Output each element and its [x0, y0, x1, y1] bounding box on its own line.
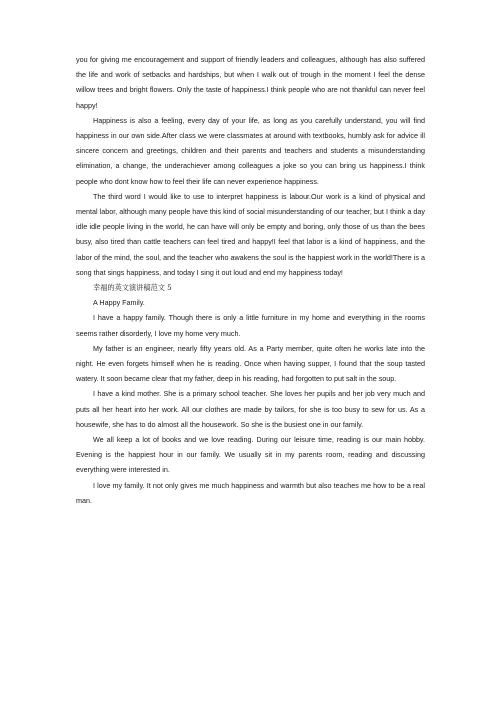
paragraph-thankful: you for giving me encouragement and support of friendly leaders and colleagues, although has also suffered the life and work of setbacks and hardships, but when I walk out of trough in the moment I feel the dense willow trees and bright flowers. Only the taste of happiness.I think people who are not thankful can never feel happy!	[76, 55, 425, 110]
section-heading: 幸福的英文演讲稿范文 5	[93, 283, 172, 293]
paragraph-happiness-labour: The third word I would like to use to interpret happiness is labour.Our work is a kind of physical and mental labor, although many people have this kind of social misunderstanding of our teacher, but I think a day idle idle people living in the world, he can have will only be empty and boring, only those of us than the bees busy, also tired than cattle teachers can feel tired and happy!I feel that labor is a kind of happiness, and the labor of the mind, the soul, and the teacher who awakens the soul is the happiest work in the world!There is a song that sings happiness, and today I sing it out loud and end my happiness today!	[76, 191, 425, 277]
paragraph-family-title: A Happy Family.	[93, 298, 145, 308]
paragraph-reading: We all keep a lot of books and we love reading. During our leisure time, reading is our main hobby. Evening is the happiest hour in our family. We usually sit in my parents room, reading and discussing everything were interested in.	[76, 435, 425, 475]
document-page	[76, 52, 425, 508]
paragraph-love-family: I love my family. It not only gives me much happiness and warmth but also teaches me how to be a real man.	[76, 480, 425, 505]
paragraph-happiness-feeling: Happiness is also a feeling, every day of your life, as long as you carefully understand, you will find happiness in our own side.After class we were classmates at around with textbooks, humbly ask for advice ill sincere concern and greetings, children and their parents and teachers and students a misunderstanding elimination, a change, the underachiever among colleagues a joke so you can bring us happiness.I think people who dont know how to feel their life can never experience happiness.	[76, 115, 425, 186]
paragraph-mother: I have a kind mother. She is a primary school teacher. She loves her pupils and her job very much and puts all her heart into her work. All our clothes are made by tailors, for she is too busy to sew for us. As a housewife, she has to do almost all the housework. So she is the busiest one in our family.	[76, 389, 425, 429]
paragraph-happy-family: I have a happy family. Though there is only a little furniture in my home and everything in the rooms seems rather disorderly, I love my home very much.	[76, 313, 425, 338]
paragraph-father: My father is an engineer, nearly fifty years old. As a Party member, quite often he works late into the night. He even forgets himself when he is reading. Once when having supper, I found that the soup tasted watery. It soon became clear that my father, deep in his reading, had forgotten to put salt in the soup.	[76, 343, 425, 384]
